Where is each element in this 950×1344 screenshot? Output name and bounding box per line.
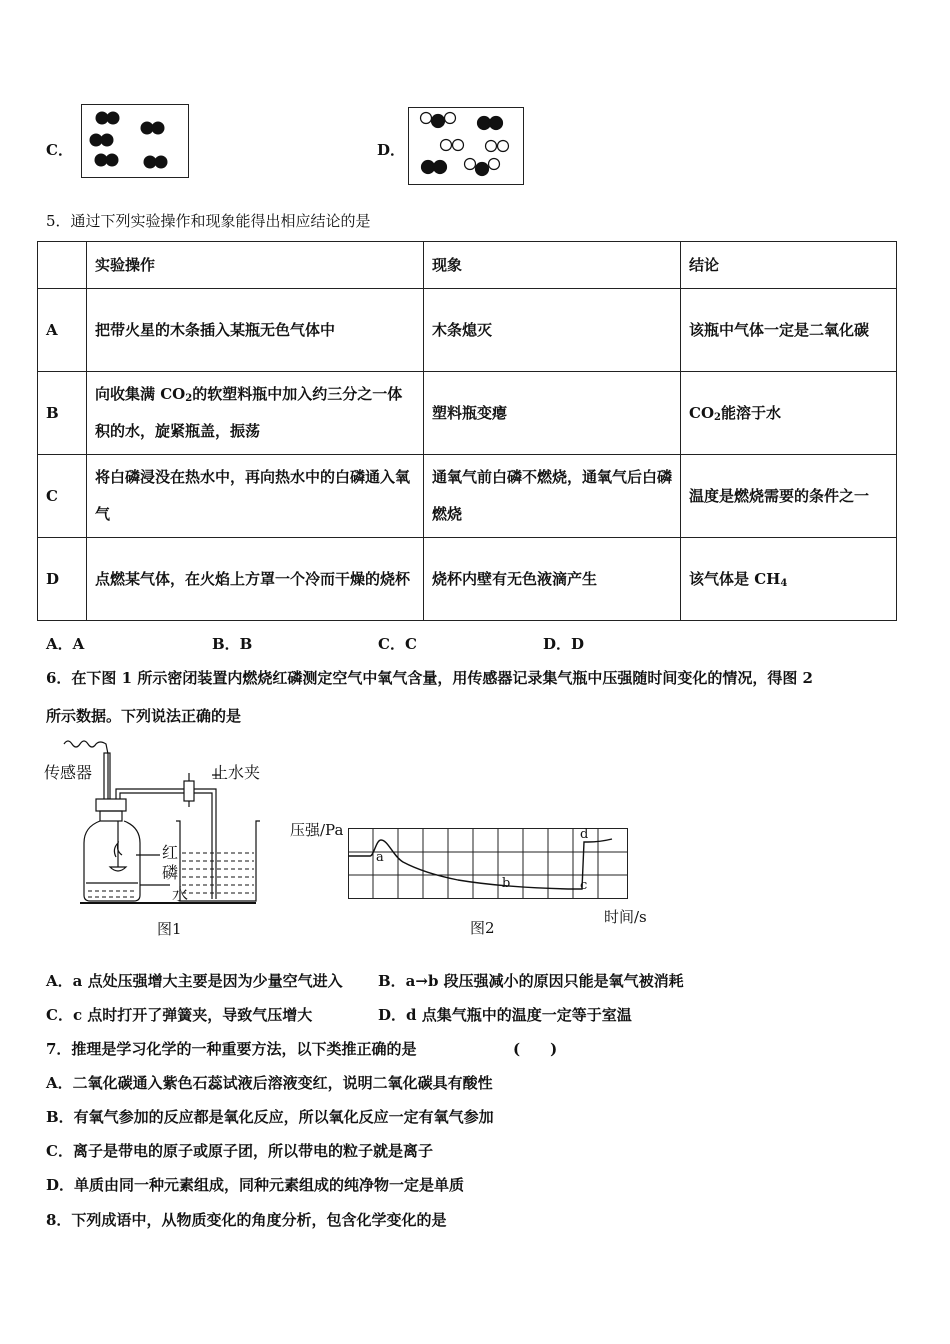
table-row	[38, 455, 897, 538]
q7-answer-paren: ( )	[513, 1040, 558, 1058]
row-operation-subscript: 2	[185, 393, 193, 404]
water-clamp	[184, 781, 194, 801]
row-conclusion-part1: CO	[689, 403, 715, 422]
table-row	[38, 289, 897, 372]
graph-y-label: 压强/Pa	[290, 821, 344, 839]
q5-stem: 5．通过下列实验操作和现象能得出相应结论的是	[46, 212, 371, 230]
sensor-label: 传感器	[44, 763, 93, 782]
table-row	[38, 372, 897, 455]
row-key: B	[38, 372, 87, 455]
water-label: 水	[172, 885, 189, 904]
q5-answer-b: B．B	[212, 635, 253, 653]
q6-stem-line2: 所示数据。下列说法正确的是	[46, 707, 242, 725]
table-row	[38, 538, 897, 621]
q6-option-d: D．d 点集气瓶中的温度一定等于室温	[378, 1006, 632, 1024]
row-conclusion-subscript: 4	[780, 577, 788, 589]
header-cell-conclusion: 结论	[681, 242, 897, 289]
row-phenomenon: 木条熄灭	[424, 289, 681, 372]
row-conclusion: 该瓶中气体一定是二氧化碳	[681, 289, 897, 372]
row-operation-part1: 向收集满 CO	[95, 385, 186, 403]
row-key: C	[38, 455, 87, 538]
row-conclusion	[681, 372, 897, 455]
row-conclusion	[681, 538, 897, 621]
q8-stem: 8．下列成语中，从物质变化的角度分析，包含化学变化的是	[46, 1211, 447, 1229]
figure1-caption: 图1	[157, 920, 182, 938]
stopper	[96, 799, 126, 811]
point-a-label: a	[376, 850, 384, 865]
row-conclusion-part2: 能溶于水	[720, 403, 781, 422]
header-cell-operation: 实验操作	[87, 242, 424, 289]
row-operation: 将白磷浸没在热水中，再向热水中的白磷通入氧气	[87, 455, 424, 538]
q5-table	[37, 241, 897, 621]
point-c-label: c	[580, 878, 588, 893]
row-conclusion: 温度是燃烧需要的条件之一	[681, 455, 897, 538]
sensor-probe	[104, 753, 110, 805]
pressure-curve	[348, 839, 612, 889]
q6-option-a: A．a 点处压强增大主要是因为少量空气进入	[46, 972, 343, 990]
option-d-molecule-box	[408, 107, 524, 185]
q7-stem: 7．推理是学习化学的一种重要方法，以下类推正确的是	[46, 1040, 417, 1058]
q5-answer-c: C．C	[378, 635, 417, 653]
row-operation: 把带火星的木条插入某瓶无色气体中	[87, 289, 424, 372]
row-phenomenon: 烧杯内壁有无色液滴产生	[424, 538, 681, 621]
q7-option-b: B．有氧气参加的反应都是氧化反应，所以氧化反应一定有氧气参加	[46, 1108, 494, 1126]
option-c-molecule-box	[81, 104, 189, 178]
row-phenomenon: 通氧气前白磷不燃烧，通氧气后白磷燃烧	[424, 455, 681, 538]
row-key: A	[38, 289, 87, 372]
option-d-molecules-diagram	[409, 108, 523, 184]
red-label: 红	[162, 843, 179, 862]
q7-option-a: A．二氧化碳通入紫色石蕊试液后溶液变红，说明二氧化碳具有酸性	[46, 1074, 493, 1092]
clamp-label: 止水夹	[212, 763, 261, 782]
option-c-molecules-diagram	[82, 105, 188, 177]
q6-option-b: B．a→b 段压强减小的原因只能是氧气被消耗	[378, 972, 684, 990]
option-c-label: C．	[46, 141, 73, 159]
row-operation-part2: 的软塑料瓶中加入约三分之一体积的水，旋紧瓶盖，振荡	[95, 385, 403, 440]
table-header-row	[38, 242, 897, 289]
q7-option-c: C．离子是带电的原子或原子团，所以带电的粒子就是离子	[46, 1142, 433, 1160]
point-d-label: d	[580, 827, 589, 842]
row-conclusion-subscript: 2	[714, 411, 721, 423]
gas-bottle	[84, 821, 140, 901]
phosphorus-label: 磷	[162, 863, 179, 882]
row-operation	[87, 372, 424, 455]
point-b-label: b	[502, 876, 511, 891]
bottle-neck	[100, 811, 122, 821]
q5-answer-a: A．A	[46, 635, 85, 653]
q5-answer-d: D．D	[543, 635, 585, 653]
q6-option-c: C．c 点时打开了弹簧夹，导致气压增大	[46, 1006, 313, 1024]
header-cell-phenomenon: 现象	[424, 242, 681, 289]
option-d-label: D．	[377, 141, 406, 159]
row-conclusion-part1: 该气体是 CH	[689, 569, 781, 588]
q6-stem-line1: 6．在下图 1 所示密闭装置内燃烧红磷测定空气中氧气含量，用传感器记录集气瓶中压强随时间变化的情况，得图 2	[46, 669, 813, 687]
figure2-caption: 图2	[470, 919, 495, 937]
graph-x-label: 时间/s	[604, 908, 647, 926]
row-phenomenon: 塑料瓶变瘪	[424, 372, 681, 455]
row-operation: 点燃某气体，在火焰上方罩一个冷而干燥的烧杯	[87, 538, 424, 621]
row-key: D	[38, 538, 87, 621]
combustion-spoon	[110, 867, 126, 871]
header-cell-empty	[38, 242, 87, 289]
q7-option-d: D．单质由同一种元素组成，同种元素组成的纯净物一定是单质	[46, 1176, 465, 1194]
